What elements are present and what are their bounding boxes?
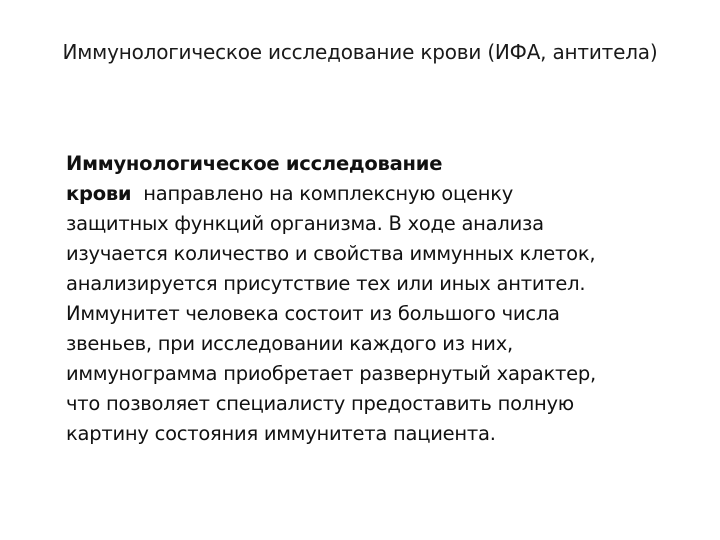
body-line-4: изучается количество и свойства иммунных клеток, — [66, 242, 596, 265]
body-bold-word: крови — [66, 182, 132, 205]
body-line-2 — [66, 179, 678, 209]
body-line-5: анализируется присутствие тех или иных антител. — [66, 272, 586, 295]
body-line-2-text: направлено на комплексную оценку — [143, 182, 514, 205]
body-line-8: иммунограмма приобретает развернутый характер, — [66, 362, 596, 385]
body-line-3: защитных функций организма. В ходе анализа — [66, 212, 544, 235]
body-line-7: звеньев, при исследовании каждого из них, — [66, 332, 513, 355]
slide-body-text — [66, 149, 678, 449]
body-line-6: Иммунитет человека состоит из большого числа — [66, 302, 560, 325]
body-line-9: что позволяет специалисту предоставить полную — [66, 392, 574, 415]
body-line-10: картину состояния иммунитета пациента. — [66, 422, 496, 445]
slide-title: Иммунологическое исследование крови (ИФА, антитела) — [62, 40, 658, 64]
body-bold-line-1: Иммунологическое исследование — [66, 152, 443, 175]
